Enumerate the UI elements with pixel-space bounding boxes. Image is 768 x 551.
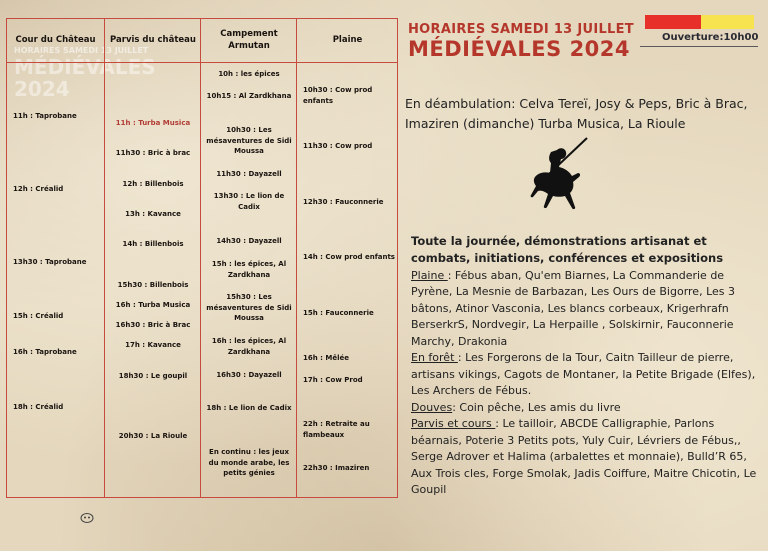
schedule-event: 14h30 : Dayazell xyxy=(216,237,282,245)
knight-on-horse-icon xyxy=(527,136,593,210)
schedule-event: 18h : Le lion de Cadix xyxy=(206,404,292,412)
date-title: HORAIRES SAMEDI 13 JUILLET xyxy=(408,22,634,37)
schedule-event: 11h30 : Bric à brac xyxy=(115,149,191,157)
activities-douves: Douves: Coin pêche, Les amis du livre xyxy=(411,400,621,414)
schedule-event: 10h15 : Al Zardkhana xyxy=(206,92,292,100)
schedule-event: 10h : les épices xyxy=(218,70,280,78)
schedule-event: 16h : Mêlée xyxy=(303,354,350,362)
column-header: Plaine xyxy=(297,19,398,63)
schedule-event: 13h : Kavance xyxy=(125,210,181,218)
activities-plaine: Plaine : Fébus aban, Qu'em Biarnes, La Commanderie de Pyrène, La Mesnie de Barbazan, Les Ours de Bigorre, Les 3 bâtons, Atinor Vasconia, Les blancs corbeaux, Krigerhrafn BerserkrS, Nordvegir, La Herpaille , Solskirnir, Fauconnerie Marchy, Drakonia xyxy=(411,268,736,348)
schedule-event: 16h : Taprobane xyxy=(13,348,77,356)
column-campement-armutan xyxy=(200,19,297,497)
schedule-event: 12h30 : Fauconnerie xyxy=(303,198,384,206)
column-plaine xyxy=(296,19,398,497)
schedule-event: 15h : Créalid xyxy=(13,312,64,320)
schedule-event: 17h : Cow Prod xyxy=(303,376,363,384)
schedule-event: 18h30 : Le goupil xyxy=(118,372,188,380)
schedule-event: 12h : Créalid xyxy=(13,185,64,193)
schedule-table xyxy=(6,18,398,498)
column-header: Cour du Château xyxy=(7,19,104,63)
schedule-event: 13h30 : Taprobane xyxy=(13,258,87,266)
section-label: Parvis et cours xyxy=(411,417,496,430)
schedule-event: 15h30 : Billenbois xyxy=(117,281,189,289)
column-header: Parvis du château xyxy=(105,19,201,63)
activities-foret: En forêt : Les Forgerons de la Tour, Caitn Tailleur de pierre, artisans vikings, Cagots de Montaner, la Petite Brigade (Elfes), Les Archers de Fébus. xyxy=(411,351,756,397)
schedule-event: 11h30 : Dayazell xyxy=(216,170,282,178)
strolling-performers: En déambulation: Celva Tereï, Josy & Peps, Bric à Brac, Imaziren (dimanche) Turba Musica, La Rioule xyxy=(405,96,748,131)
schedule-event: 11h : Taprobane xyxy=(13,112,77,120)
schedule-event: 15h : Fauconnerie xyxy=(303,309,374,317)
schedule-event: En continu : les jeux du monde arabe, les petits génies xyxy=(208,448,290,477)
ghost-watermark-text: HORAIRES SAMEDI 13 JUILLET MÉDIÉVALES 2024 xyxy=(14,46,156,101)
column-header: Campement Armutan xyxy=(201,19,297,63)
schedule-event: 16h30 : Bric à Brac xyxy=(115,321,191,329)
schedule-event: 13h30 : Le lion de Cadix xyxy=(213,192,285,211)
mask-stamp-icon xyxy=(80,512,94,524)
activities-section xyxy=(411,233,761,499)
schedule-event: 12h : Billenbois xyxy=(122,180,184,188)
section-label: Douves xyxy=(411,400,453,414)
schedule-event: 18h : Créalid xyxy=(13,403,64,411)
schedule-event: 11h30 : Cow prod xyxy=(303,142,373,150)
schedule-event: 16h30 : Dayazell xyxy=(216,371,282,379)
schedule-event: 17h : Kavance xyxy=(125,341,181,349)
activities-title: Toute la journée, démonstrations artisanat et combats, initiations, conférences et expositions xyxy=(411,234,724,266)
section-label: En forêt xyxy=(411,351,458,364)
flag-yellow-stripe xyxy=(701,15,754,29)
schedule-event: 11h : Turba Musica xyxy=(115,119,191,127)
activities-parvis: Parvis et cours : Le tailloir, ABCDE Calligraphie, Parlons béarnais, Poterie 3 Petits pots, Yuly Cuir, Lévriers de Fébus,, Serge Adrover et Halima (arbalettes et monnaie), Bulld’R 65, Aux Trois cles, Forge Smolak, Jadis Coiffure, Maitre Chicotin, Le Goupil xyxy=(411,417,757,496)
schedule-event: 10h30 : Cow prod enfants xyxy=(303,86,373,105)
schedule-event: 22h : Retraite au flambeaux xyxy=(303,420,370,439)
schedule-event: 10h30 : Les mésaventures de Sidi Moussa xyxy=(206,126,292,155)
schedule-event: 14h : Billenbois xyxy=(122,240,184,248)
opening-time: Ouverture:10h00 xyxy=(662,32,759,43)
opening-underline xyxy=(640,46,758,47)
schedule-event: 16h : les épices, Al Zardkhana xyxy=(211,337,287,356)
schedule-event: 15h : les épices, Al Zardkhana xyxy=(211,260,287,279)
schedule-event: 20h30 : La Rioule xyxy=(118,432,188,440)
schedule-event: 16h : Turba Musica xyxy=(115,301,191,309)
schedule-event: 15h30 : Les mésaventures de Sidi Moussa xyxy=(206,293,292,322)
schedule-event: 14h : Cow prod enfants xyxy=(303,253,395,261)
section-label: Plaine xyxy=(411,268,448,282)
schedule-event: 22h30 : Imaziren xyxy=(303,464,370,472)
event-title: MÉDIÉVALES 2024 xyxy=(408,37,631,61)
column-cour-du-chateau xyxy=(7,19,104,497)
column-parvis-du-chateau xyxy=(104,19,201,497)
flag-red-stripe xyxy=(645,15,701,29)
